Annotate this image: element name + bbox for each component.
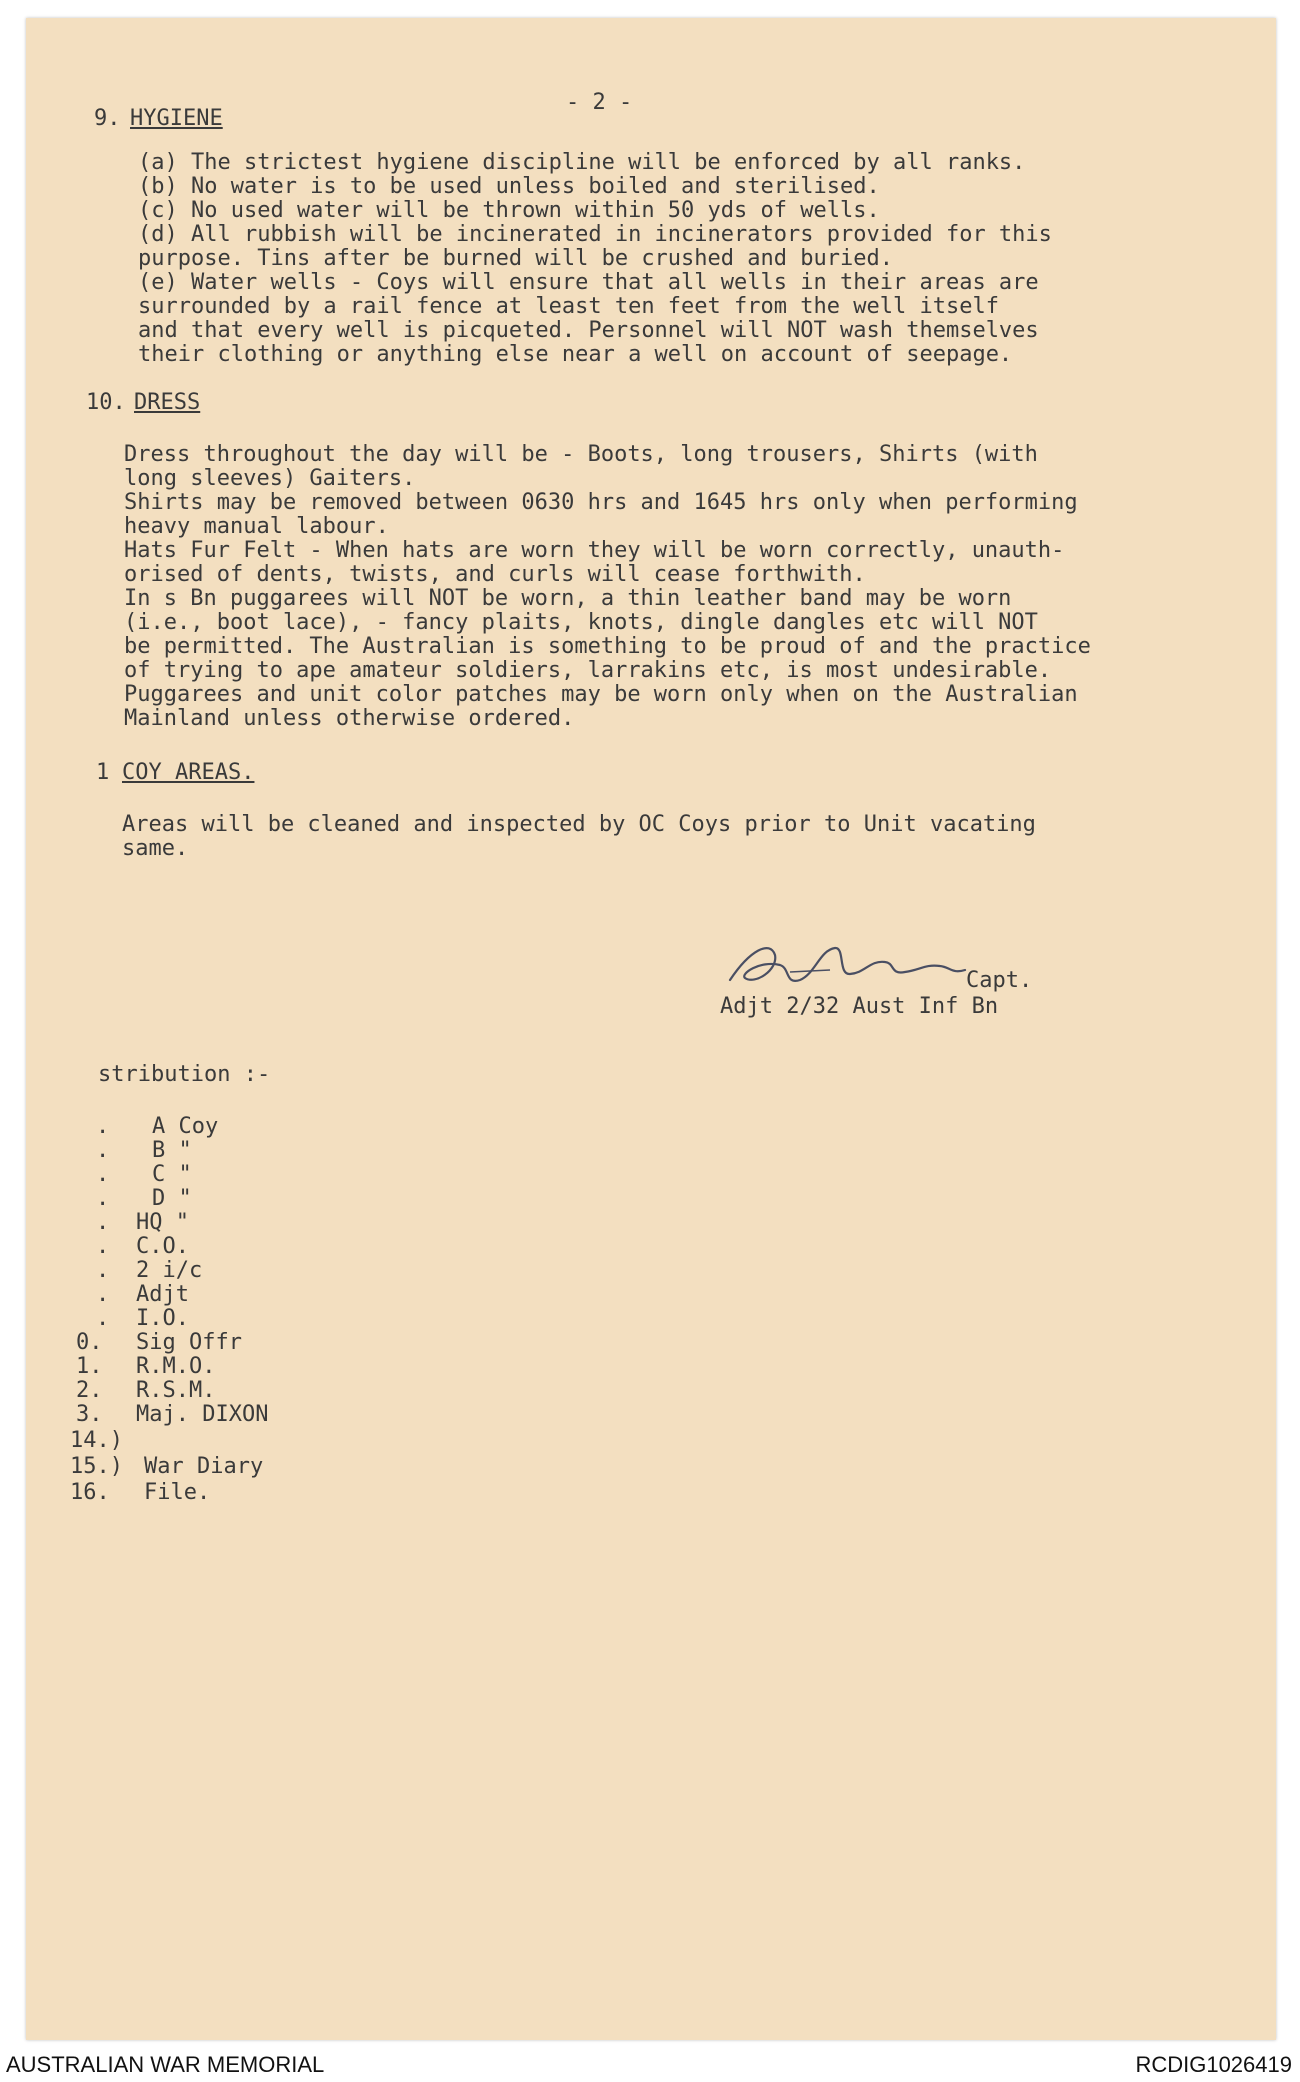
distribution-item: Maj. DIXON (136, 1402, 269, 1427)
distribution-item: D " (152, 1186, 192, 1211)
dress-line: long sleeves) Gaiters. (124, 466, 416, 491)
hygiene-line: (c) No used water will be thrown within 50 yds of wells. (138, 198, 880, 223)
distribution-item-number: 14.) (70, 1428, 123, 1453)
distribution-item: File. (144, 1480, 211, 1505)
hygiene-line: (a) The strictest hygiene discipline will be enforced by all ranks. (138, 150, 1026, 175)
distribution-item-number: 15.) (70, 1454, 123, 1479)
hygiene-heading: HYGIENE (130, 106, 223, 131)
dress-line: of trying to ape amateur soldiers, larrakins etc, is most undesirable. (124, 658, 1052, 683)
distribution-item: C.O. (136, 1234, 189, 1259)
distribution-item: War Diary (144, 1454, 264, 1479)
archive-name: AUSTRALIAN WAR MEMORIAL (6, 2052, 325, 2077)
dress-line: orised of dents, twists, and curls will cease forthwith. (124, 562, 866, 587)
document-page (26, 18, 1276, 2040)
dress-line: (i.e., boot lace), - fancy plaits, knots, dingle dangles etc will NOT (124, 610, 1038, 635)
record-id: RCDIG1026419 (1135, 2052, 1292, 2077)
distribution-item-number: . (96, 1114, 110, 1139)
distribution-item-number: 2. (76, 1378, 103, 1403)
distribution-item-number: 0. (76, 1330, 103, 1355)
dress-line: heavy manual labour. (124, 514, 389, 539)
hygiene-line: (e) Water wells - Coys will ensure that all wells in their areas are (138, 270, 1039, 295)
distribution-item: Adjt (136, 1282, 189, 1307)
distribution-item: R.M.O. (136, 1354, 216, 1379)
distribution-heading: stribution :- (98, 1062, 271, 1087)
hygiene-line: their clothing or anything else near a well on account of seepage. (138, 342, 1013, 367)
archive-footer (0, 2046, 1300, 2082)
coy-areas-heading: COY AREAS. (122, 760, 255, 785)
hygiene-heading-number: 9. (94, 106, 121, 131)
distribution-item-number: 3. (76, 1402, 103, 1427)
signatory-appointment: Adjt 2/32 Aust Inf Bn (720, 994, 999, 1019)
coy-areas-heading-number: 1 (96, 760, 110, 785)
distribution-item: B " (152, 1138, 192, 1163)
dress-line: Mainland unless otherwise ordered. (124, 706, 575, 731)
distribution-item: A Coy (152, 1114, 219, 1139)
distribution-item-number: 16. (70, 1480, 110, 1505)
distribution-item-number: . (96, 1306, 110, 1331)
hygiene-line: purpose. Tins after be burned will be crushed and buried. (138, 246, 893, 271)
coy-areas-line: Areas will be cleaned and inspected by OC Coys prior to Unit vacating (122, 812, 1036, 837)
distribution-item: I.O. (136, 1306, 189, 1331)
distribution-item-number: . (96, 1186, 110, 1211)
distribution-item-number: . (96, 1138, 110, 1163)
distribution-item: C " (152, 1162, 192, 1187)
page-number: - 2 - (566, 90, 633, 115)
signatory-rank: Capt. (966, 968, 1033, 993)
coy-areas-line: same. (122, 836, 189, 861)
distribution-item-number: . (96, 1162, 110, 1187)
handwritten-signature (720, 930, 990, 996)
distribution-item: 2 i/c (136, 1258, 203, 1283)
distribution-item-number: . (96, 1258, 110, 1283)
distribution-item: HQ " (136, 1210, 189, 1235)
distribution-item-number: . (96, 1210, 110, 1235)
distribution-item-number: . (96, 1234, 110, 1259)
hygiene-line: surrounded by a rail fence at least ten feet from the well itself (138, 294, 999, 319)
dress-heading-number: 10. (86, 390, 126, 415)
dress-line: Shirts may be removed between 0630 hrs and 1645 hrs only when performing (124, 490, 1078, 515)
dress-line: In s Bn puggarees will NOT be worn, a thin leather band may be worn (124, 586, 1012, 611)
distribution-item-number: 1. (76, 1354, 103, 1379)
dress-heading: DRESS (134, 390, 201, 415)
distribution-item-number: . (96, 1282, 110, 1307)
hygiene-line: (b) No water is to be used unless boiled and sterilised. (138, 174, 880, 199)
distribution-item: Sig Offr (136, 1330, 242, 1355)
dress-line: Hats Fur Felt - When hats are worn they will be worn correctly, unauth- (124, 538, 1065, 563)
dress-line: Puggarees and unit color patches may be worn only when on the Australian (124, 682, 1078, 707)
dress-line: be permitted. The Australian is something to be proud of and the practice (124, 634, 1091, 659)
hygiene-line: (d) All rubbish will be incinerated in incinerators provided for this (138, 222, 1052, 247)
distribution-item: R.S.M. (136, 1378, 216, 1403)
hygiene-line: and that every well is picqueted. Personnel will NOT wash themselves (138, 318, 1039, 343)
dress-line: Dress throughout the day will be - Boots, long trousers, Shirts (with (124, 442, 1038, 467)
